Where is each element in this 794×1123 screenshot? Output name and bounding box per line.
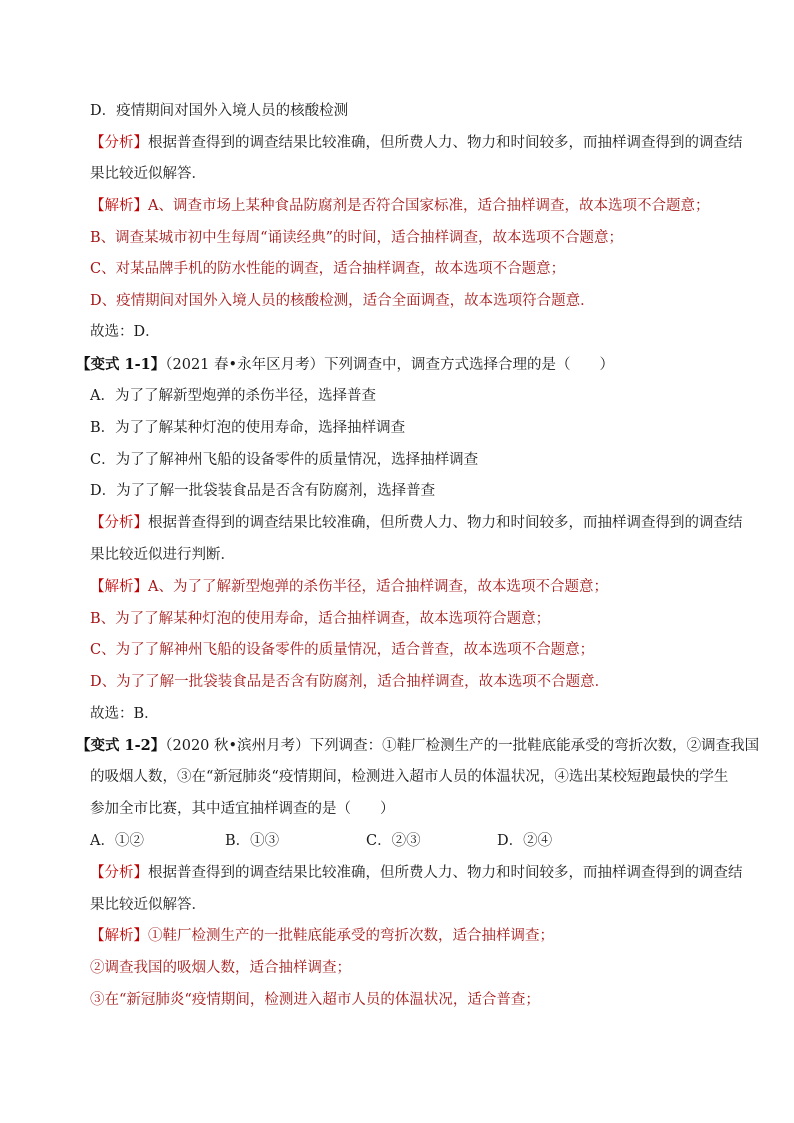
variant-tag: 【变式 1-1】 — [76, 356, 166, 373]
solution-line — [90, 926, 730, 946]
analysis-line — [90, 513, 743, 533]
solution-1: ①鞋厂检测生产的一批鞋底能承受的弯折次数，适合抽样调查； — [148, 928, 554, 944]
analysis-text: 根据普查得到的调查结果比较准确，但所费人力、物力和时间较多，而抽样调查得到的调查结 — [148, 515, 743, 531]
solution-a: A、调查市场上某种食品防腐剂是否符合国家标准，适合抽样调查，故本选项不合题意； — [148, 198, 710, 214]
question-text: 下列调查中，调查方式选择合理的是（ ） — [324, 357, 615, 373]
solution-line — [90, 196, 730, 216]
answer: 故选：B． — [90, 706, 159, 722]
analysis-text-cont: 果比较近似解答． — [90, 897, 206, 913]
analysis-text-cont: 果比较近似解答． — [90, 166, 206, 182]
solution-tag: 【解析】 — [90, 198, 148, 214]
solution-3: ③在“新冠肺炎“疫情期间，检测进入超市人员的体温状况，适合普查； — [90, 992, 540, 1008]
option-d: D．②④ — [497, 833, 553, 849]
solution-line — [90, 577, 730, 597]
analysis-tag: 【分析】 — [90, 865, 148, 881]
option-b: B．为了了解某种灯泡的使用寿命，选择抽样调查 — [90, 420, 406, 436]
analysis-text: 根据普查得到的调查结果比较准确，但所费人力、物力和时间较多，而抽样调查得到的调查结 — [148, 135, 743, 151]
analysis-text: 根据普查得到的调查结果比较准确，但所费人力、物力和时间较多，而抽样调查得到的调查结 — [148, 865, 743, 881]
option-b: B．①③ — [225, 833, 280, 849]
answer: 故选：D． — [90, 324, 160, 340]
option-d: D．为了了解一批袋装食品是否含有防腐剂，选择普查 — [90, 483, 436, 499]
option-a: A．为了了解新型炮弹的杀伤半径，选择普查 — [90, 388, 376, 404]
question-text: 下列调查：①鞋厂检测生产的一批鞋底能承受的弯折次数，②调查我国 — [309, 738, 760, 754]
solution-c: C、对某品牌手机的防水性能的调查，适合抽样调查，故本选项不合题意； — [90, 261, 566, 277]
option-a: A．①② — [90, 833, 144, 849]
variant-tag: 【变式 1-2】 — [76, 737, 166, 754]
solution-tag: 【解析】 — [90, 928, 148, 944]
option-c: C．②③ — [366, 833, 421, 849]
option-d: D．疫情期间对国外入境人员的核酸检测 — [90, 103, 349, 119]
solution-c: C、为了了解神州飞船的设备零件的质量情况，适合普查，故本选项不合题意； — [90, 642, 595, 658]
analysis-tag: 【分析】 — [90, 135, 148, 151]
question-text-cont: 参加全市比赛，其中适宜抽样调查的是（ ） — [90, 801, 395, 817]
analysis-tag: 【分析】 — [90, 515, 148, 531]
analysis-line — [90, 863, 743, 883]
question-source: （2020 秋•滨州月考） — [165, 738, 310, 754]
question-stem — [76, 355, 736, 375]
solution-b: B、调查某城市初中生每周“诵读经典”的时间，适合抽样调查，故本选项不合题意； — [90, 230, 623, 246]
solution-d: D、疫情期间对国外入境人员的核酸检测，适合全面调查，故本选项符合题意． — [90, 293, 595, 309]
option-c: C．为了了解神州飞船的设备零件的质量情况，选择抽样调查 — [90, 452, 479, 468]
solution-2: ②调查我国的吸烟人数，适合抽样调查； — [90, 960, 351, 976]
solution-b: B、为了了解某种灯泡的使用寿命，适合抽样调查，故本选项符合题意； — [90, 611, 551, 627]
question-source: （2021 春•永年区月考） — [165, 357, 325, 373]
question-text-cont: 的吸烟人数，③在“新冠肺炎“疫情期间，检测进入超市人员的体温状况，④选出某校短跑最快的学生 — [90, 769, 729, 785]
analysis-text-cont: 果比较近似进行判断． — [90, 547, 235, 563]
solution-d: D、为了了解一批袋装食品是否含有防腐剂，适合抽样调查，故本选项不合题意． — [90, 674, 610, 690]
analysis-line — [90, 133, 743, 153]
solution-tag: 【解析】 — [90, 579, 148, 595]
question-stem — [76, 736, 760, 756]
solution-a: A、为了了解新型炮弹的杀伤半径，适合抽样调查，故本选项不合题意； — [148, 579, 608, 595]
